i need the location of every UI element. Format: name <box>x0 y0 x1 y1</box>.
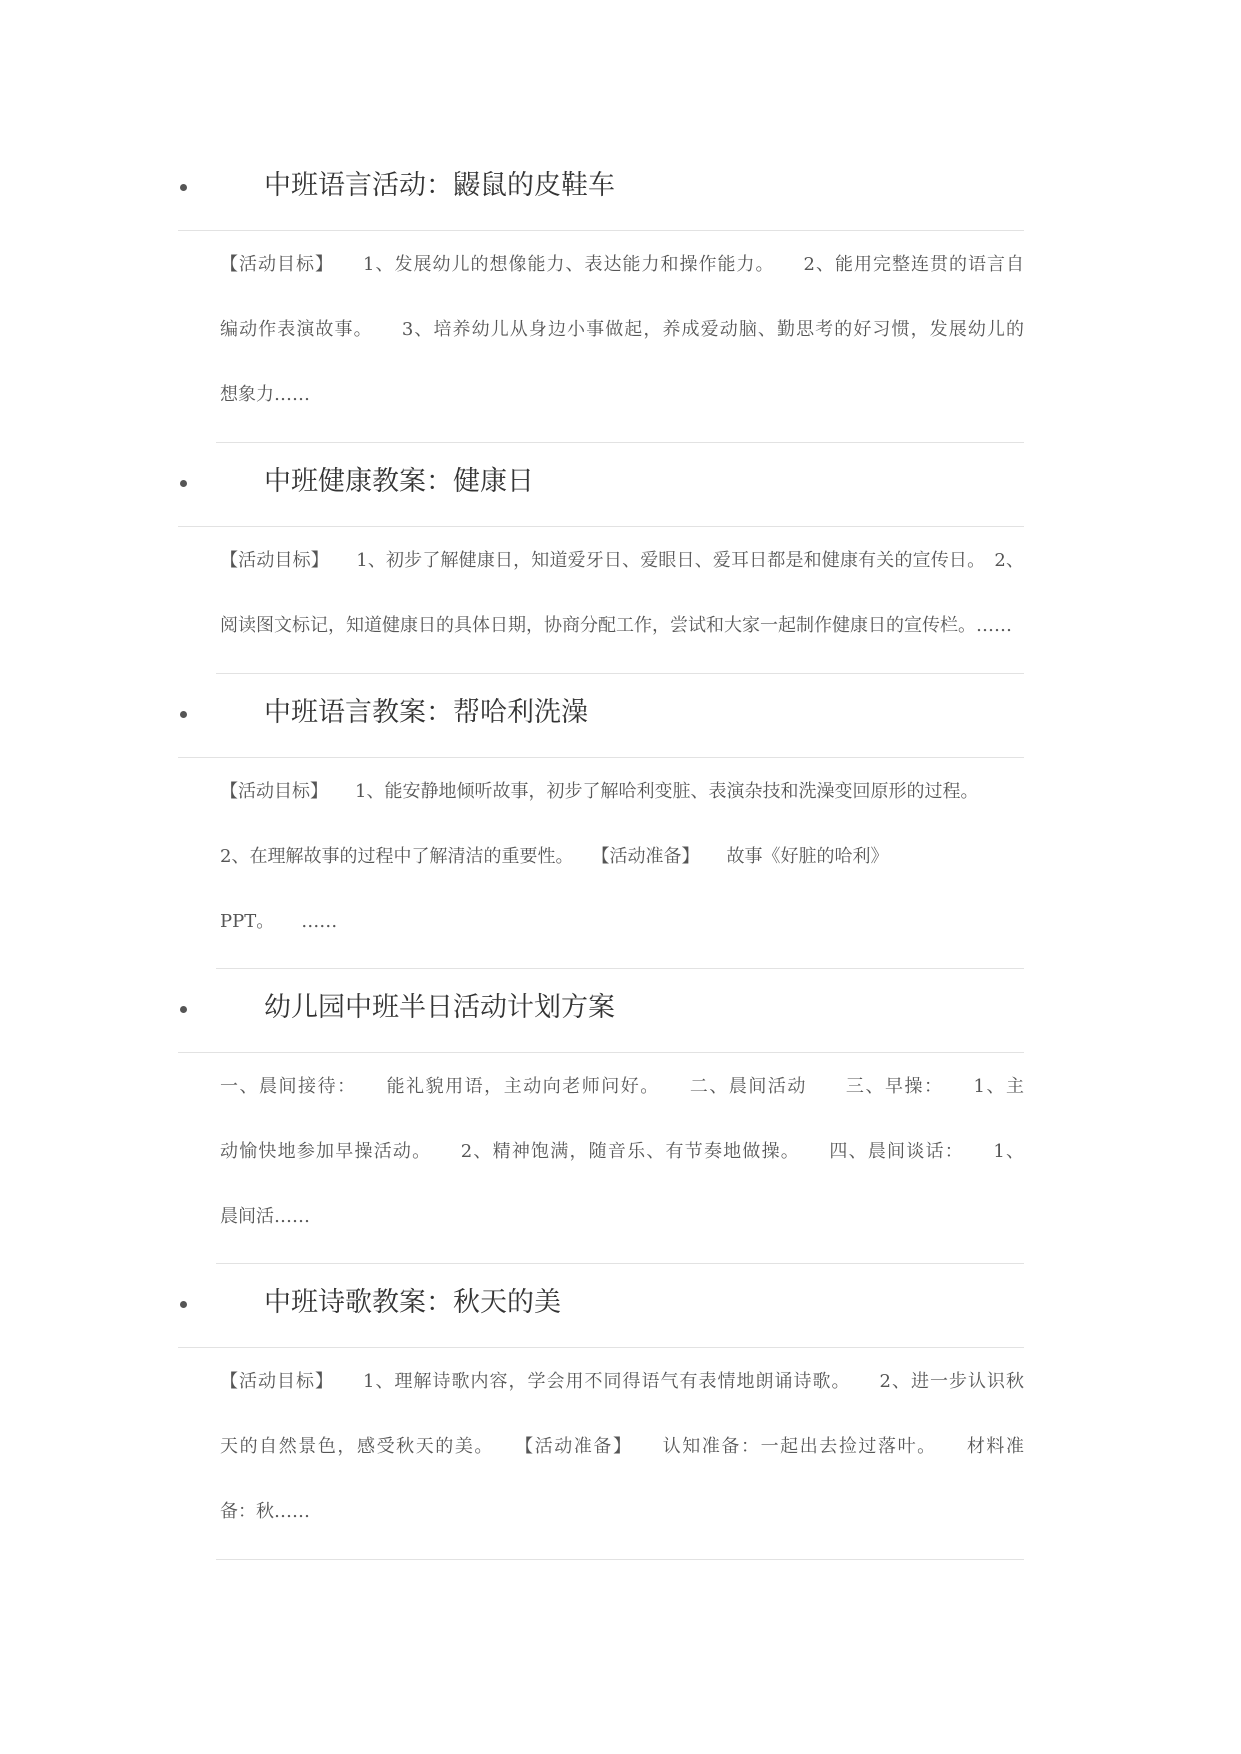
summary-line: 备：秋…… <box>220 1501 310 1522</box>
summary-line: 一、晨间接待： 能礼貌用语，主动向老师问好。 二、晨间活动 三、早操： 1、主 <box>220 1076 1024 1097</box>
divider <box>178 757 1024 758</box>
article-title-link[interactable]: 中班语言活动：鼹鼠的皮鞋车 <box>264 170 615 201</box>
summary-line: 天的自然景色，感受秋天的美。 【活动准备】 认知准备：一起出去捡过落叶。 材料准 <box>220 1436 1024 1457</box>
summary-line: 【活动目标】 1、初步了解健康日，知道爱牙日、爱眼日、爱耳日都是和健康有关的宣传日。 2、 <box>220 550 1024 571</box>
summary-line: PPT。 …… <box>220 911 338 932</box>
divider <box>216 673 1024 674</box>
article-summary <box>220 232 1024 427</box>
summary-line: 晨间活…… <box>220 1206 310 1227</box>
divider <box>178 230 1024 231</box>
divider <box>216 442 1024 443</box>
summary-line: 想象力…… <box>220 384 310 405</box>
article-summary <box>220 528 1024 658</box>
divider <box>216 1559 1024 1560</box>
summary-line: 【活动目标】 1、发展幼儿的想像能力、表达能力和操作能力。 2、能用完整连贯的语言自 <box>220 254 1024 275</box>
article-title-link[interactable]: 幼儿园中班半日活动计划方案 <box>264 992 615 1023</box>
divider <box>178 1052 1024 1053</box>
article-title-link[interactable]: 中班诗歌教案：秋天的美 <box>264 1287 561 1318</box>
divider <box>178 526 1024 527</box>
summary-line: 编动作表演故事。 3、培养幼儿从身边小事做起，养成爱动脑、勤思考的好习惯，发展幼儿的 <box>220 319 1024 340</box>
divider <box>178 1347 1024 1348</box>
list-bullet <box>180 1301 187 1308</box>
article-summary <box>220 1349 1024 1544</box>
divider <box>216 1263 1024 1264</box>
summary-line: 2、在理解故事的过程中了解清洁的重要性。 【活动准备】 故事《好脏的哈利》 <box>220 846 889 867</box>
article-summary <box>220 759 1024 954</box>
summary-line: 【活动目标】 1、能安静地倾听故事，初步了解哈利变脏、表演杂技和洗澡变回原形的过程。 <box>220 781 979 802</box>
list-bullet <box>180 1006 187 1013</box>
divider <box>216 968 1024 969</box>
list-bullet <box>180 711 187 718</box>
summary-line: 【活动目标】 1、理解诗歌内容，学会用不同得语气有表情地朗诵诗歌。 2、进一步认识秋 <box>220 1371 1024 1392</box>
summary-line: 阅读图文标记，知道健康日的具体日期，协商分配工作，尝试和大家一起制作健康日的宣传栏。…… <box>220 615 1012 636</box>
article-title-link[interactable]: 中班健康教案：健康日 <box>264 466 534 497</box>
list-bullet <box>180 184 187 191</box>
list-bullet <box>180 480 187 487</box>
summary-line: 动愉快地参加早操活动。 2、精神饱满，随音乐、有节奏地做操。 四、晨间谈话： 1、 <box>220 1141 1024 1162</box>
article-summary <box>220 1054 1024 1249</box>
article-title-link[interactable]: 中班语言教案：帮哈利洗澡 <box>264 697 588 728</box>
